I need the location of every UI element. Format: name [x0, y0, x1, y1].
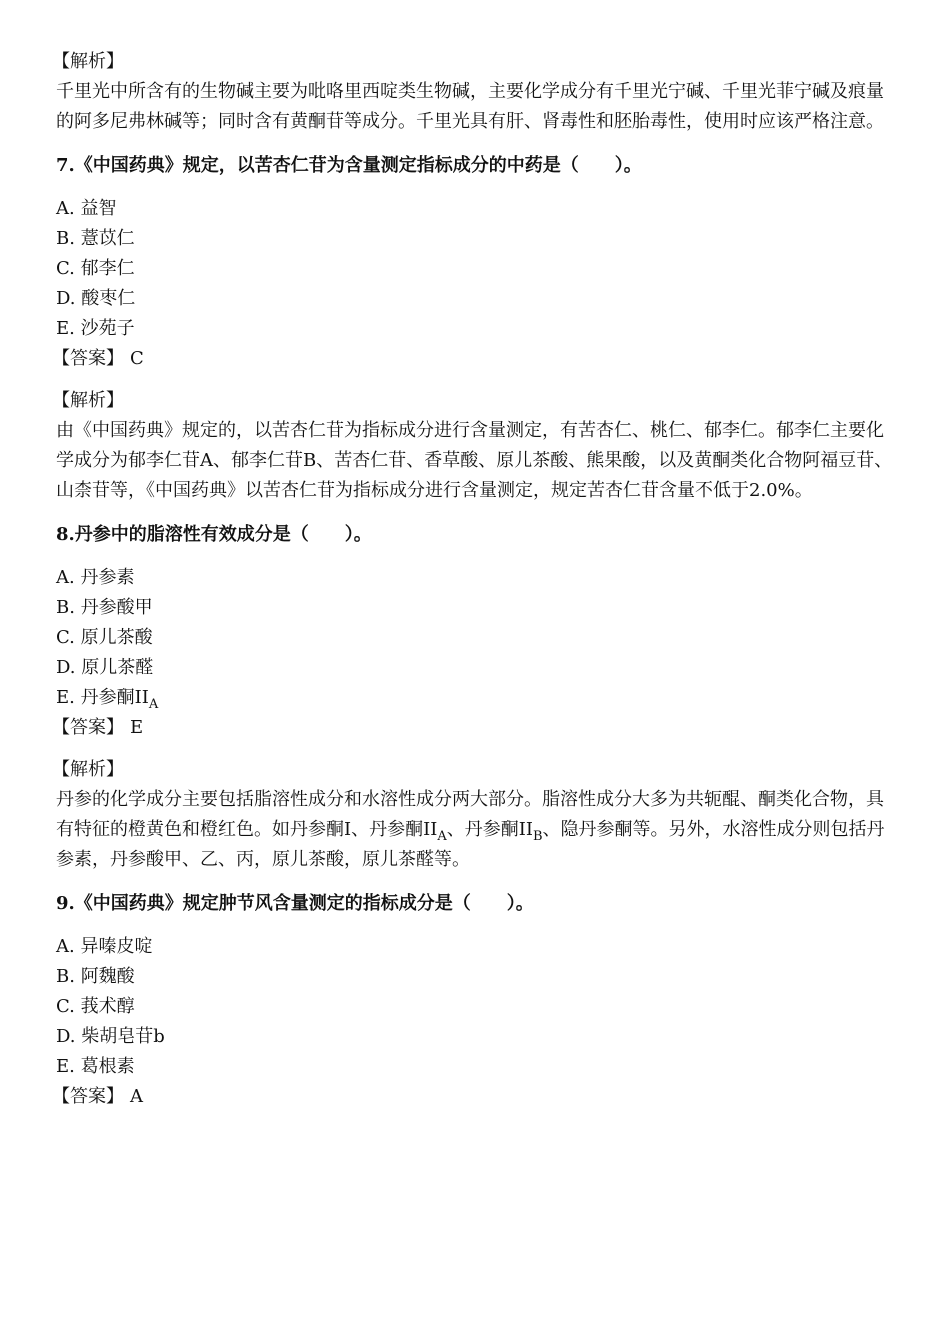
option-d: [56, 653, 894, 683]
option-e: [56, 1052, 894, 1082]
answer-label: 【答案】: [52, 717, 124, 738]
option-letter: C.: [56, 996, 75, 1017]
option-letter: D.: [56, 288, 76, 309]
option-text: 原儿茶酸: [80, 627, 153, 648]
option-e: [56, 683, 894, 713]
question-number: 8.: [56, 524, 75, 545]
analysis-label: 【解析】: [52, 390, 124, 411]
option-text: 莪术醇: [80, 996, 135, 1017]
option-letter: C.: [56, 258, 75, 279]
analysis: [52, 386, 894, 506]
question-stem: [56, 520, 894, 550]
question-number: 9.: [56, 893, 75, 914]
document-page: [52, 47, 894, 1124]
option-a: [56, 932, 894, 962]
option-d: [56, 284, 894, 314]
option-a: [56, 194, 894, 224]
answer-value: E: [130, 717, 144, 738]
option-text: 郁李仁: [80, 258, 135, 279]
option-letter: B.: [56, 228, 75, 249]
option-text: 异嗪皮啶: [80, 936, 153, 957]
prev-analysis: [52, 47, 894, 137]
option-b: [56, 962, 894, 992]
option-letter: B.: [56, 597, 75, 618]
question-8: [52, 520, 894, 875]
option-e: [56, 314, 894, 344]
option-letter: A.: [56, 198, 75, 219]
question-7: [52, 151, 894, 506]
answer: [52, 344, 894, 374]
question-text: 《中国药典》规定，以苦杏仁苷为含量测定指标成分的中药是（ ）。: [74, 155, 642, 176]
question-stem: [56, 151, 894, 181]
option-letter: D.: [56, 1026, 76, 1047]
analysis-label: 【解析】: [52, 759, 124, 780]
option-text: 阿魏酸: [80, 966, 135, 987]
question-text: 《中国药典》规定肿节风含量测定的指标成分是（ ）。: [74, 893, 534, 914]
option-b: [56, 593, 894, 623]
option-b: [56, 224, 894, 254]
answer-value: A: [130, 1086, 143, 1107]
option-letter: A.: [56, 567, 75, 588]
answer: [52, 713, 894, 743]
answer-label: 【答案】: [52, 1086, 124, 1107]
analysis-text: 千里光中所含有的生物碱主要为吡咯里西啶类生物碱，主要化学成分有千里光宁碱、千里光菲宁碱及痕量的阿多尼弗林碱等；同时含有黄酮苷等成分。千里光具有肝、肾毒性和胚胎毒性，使用时应该严格注意。: [56, 81, 884, 132]
option-letter: E.: [56, 1056, 75, 1077]
analysis: [52, 755, 894, 875]
option-c: [56, 623, 894, 653]
option-c: [56, 992, 894, 1022]
question-stem: [56, 889, 894, 919]
option-text: 丹参素: [80, 567, 135, 588]
option-c: [56, 254, 894, 284]
option-text: 柴胡皂苷b: [81, 1026, 165, 1047]
option-d: [56, 1022, 894, 1052]
option-letter: E.: [56, 318, 75, 339]
option-text: 薏苡仁: [80, 228, 135, 249]
analysis-text: 由《中国药典》规定的，以苦杏仁苷为指标成分进行含量测定，有苦杏仁、桃仁、郁李仁。郁李仁主要化学成分为郁李仁苷A、郁李仁苷B、苦杏仁苷、香草酸、原儿茶酸、熊果酸，以及黄酮类化合物阿福豆苷、山柰苷等，《中国药典》以苦杏仁苷为指标成分进行含量测定，规定苦杏仁苷含量不低于2.0%。: [56, 420, 893, 501]
option-text: 益智: [80, 198, 117, 219]
option-letter: C.: [56, 627, 75, 648]
option-subscript: A: [148, 697, 159, 712]
answer-label: 【答案】: [52, 348, 124, 369]
option-a: [56, 563, 894, 593]
option-text: 原儿茶醛: [81, 657, 154, 678]
answer: [52, 1082, 894, 1112]
question-9: [52, 889, 894, 1112]
option-letter: B.: [56, 966, 75, 987]
option-text: 酸枣仁: [81, 288, 136, 309]
option-text: 丹参酸甲: [80, 597, 153, 618]
option-letter: A.: [56, 936, 75, 957]
analysis-text: 丹参的化学成分主要包括脂溶性成分和水溶性成分两大部分。脂溶性成分大多为共轭醌、酮类化合物，具有特征的橙黄色和橙红色。如丹参酮I、丹参酮$II_A$、丹参酮$II_B$、隐丹参酮等。另外，水溶性成分则包括丹参素，丹参酸甲、乙、丙，原儿茶酸，原儿茶醛等。: [56, 789, 885, 870]
option-text: 葛根素: [80, 1056, 135, 1077]
question-text: 丹参中的脂溶性有效成分是（ ）。: [74, 524, 372, 545]
question-number: 7.: [56, 155, 75, 176]
option-letter: E.: [56, 687, 75, 708]
option-text: 沙苑子: [80, 318, 135, 339]
option-letter: D.: [56, 657, 76, 678]
analysis-label: 【解析】: [52, 51, 124, 72]
answer-value: C: [130, 348, 144, 369]
option-text: 丹参酮II: [80, 687, 149, 708]
